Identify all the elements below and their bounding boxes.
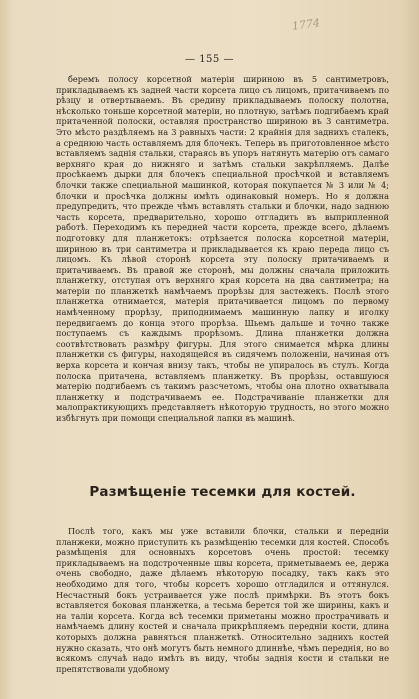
text-block-upper	[56, 74, 389, 424]
text-block-lower	[56, 526, 389, 674]
paragraph: беремъ полосу корсетной матеріи шириною въ 5 сантиметровъ, прикладываемъ къ задней части корсета лицо съ лицомъ, притачиваемъ по рѣзцу и отвертываемъ. Въ средину прикладываемъ полоску полотна, нѣсколько тоньше корсетной матеріи, но плотную, затѣмъ подгибаемъ край притаченной полоски, оставляя пространство шириною въ 3 сантиметра. Это мѣсто раздѣляемъ на 3 равныхъ части: 2 крайнія для заднихъ сталекъ, а среднюю часть оставляемъ для блочекъ. Теперь въ приготовленное мѣсто вставляемъ заднія стальки, стараясь въ упоръ натянуть матерію отъ самаго верхняго края до нижняго и затѣмъ стальки закрѣпляемъ. Далѣе просѣкаемъ дырки для блочекъ специальной просѣчкой и вставляемъ блочки также специальной машинкой, которая покупается № 3 или № 4; блочки и просѣчка должны имѣть одинаковый номеръ. Но я должна предупредить, что прежде чѣмъ вставлять стальки и блочки, надо заднюю часть корсета, предварительно, хорошо отгладить въ выприпленной работѣ. Переходимъ къ передней части корсета, прежде всего, дѣлаемъ подготовку для планжетокъ: отрѣзается полоска корсетной матеріи, шириною въ три сантиметра и прикладывается къ краю переда лицо съ лицомъ. Къ лѣвой сторонѣ корсета эту полоску притачиваемъ и притачиваемъ. Въ правой же сторонѣ, мы должны сначала приложить планжетку, отступая отъ верхняго края корсета на два сантиметра; на матеріи по планжеткѣ намѣчаемъ прорѣзы для застежекъ. Послѣ этого планжетка отнимается, матерія притачивается лицомъ по первому намѣченному прорѣзу, приподнимаемъ машинную лапку и иголку передвигаемъ до конца этого прорѣза. Шьемъ дальше и точно также поступаемъ съ каждымъ прорѣзомъ. Длина планжетки должна соотвѣтствовать размѣру фигуры. Для этого снимается мѣрка длины планжетки съ фигуры, находящейся въ сидячемъ положеніи, начиная отъ верха корсета и кончая внизу такъ, чтобы не упиралось въ стулъ. Когда полоска притачена, вставляемъ планжетку. Въ прорѣзы, оставшуюся матерію подгибаемъ съ такимъ разсчетомъ, чтобы она плотно охватывала планжетку и подстрачиваемъ ее. Подстрачиваніе планжетки для малопрактикующихъ представляетъ нѣкоторую трудность, но этого можно избѣгнуть при помощи специальной лапки въ машинѣ.	[56, 74, 389, 423]
section-heading: Размѣщеніе тесемки для костей.	[89, 484, 356, 500]
page-number: — 155 —	[185, 54, 234, 65]
pencil-annotation: 1774	[291, 16, 321, 33]
page-edge-shading	[401, 0, 419, 699]
paragraph: Послѣ того, какъ мы уже вставили блочки, стальки и передніи планжеки, можно приступить къ размѣщенію тесемки для костей. Способъ размѣщенія для основныхъ корсетовъ очень простой: тесемку прикладываемъ на подстроченные швы корсета, приметываемъ ее, держа очень свободно, даже дѣлаемъ нѣкоторую посадку, такъ какъ это необходимо для того, чтобы корсетъ хорошо отгладился и оттянулся. Несчастный бокъ устраивается уже послѣ примѣрки. Въ этотъ бокъ вставляется боковая планжетка, а тесьма берется той же ширины, какъ и на таліи корсета. Когда всѣ тесемки приметаны можно прострачивать и намѣчаемъ длину костей и сначала прикрѣпляемъ передніи кости, длина которыхъ должна равняться планжеткѣ. Относительно заднихъ костей нужно сказать, что онѣ могутъ быть немного длиннѣе, чѣмъ переднія, но во всякомъ случаѣ надо имѣть въ виду, чтобы заднія кости и стальки не препятствовали удобному	[56, 526, 389, 674]
